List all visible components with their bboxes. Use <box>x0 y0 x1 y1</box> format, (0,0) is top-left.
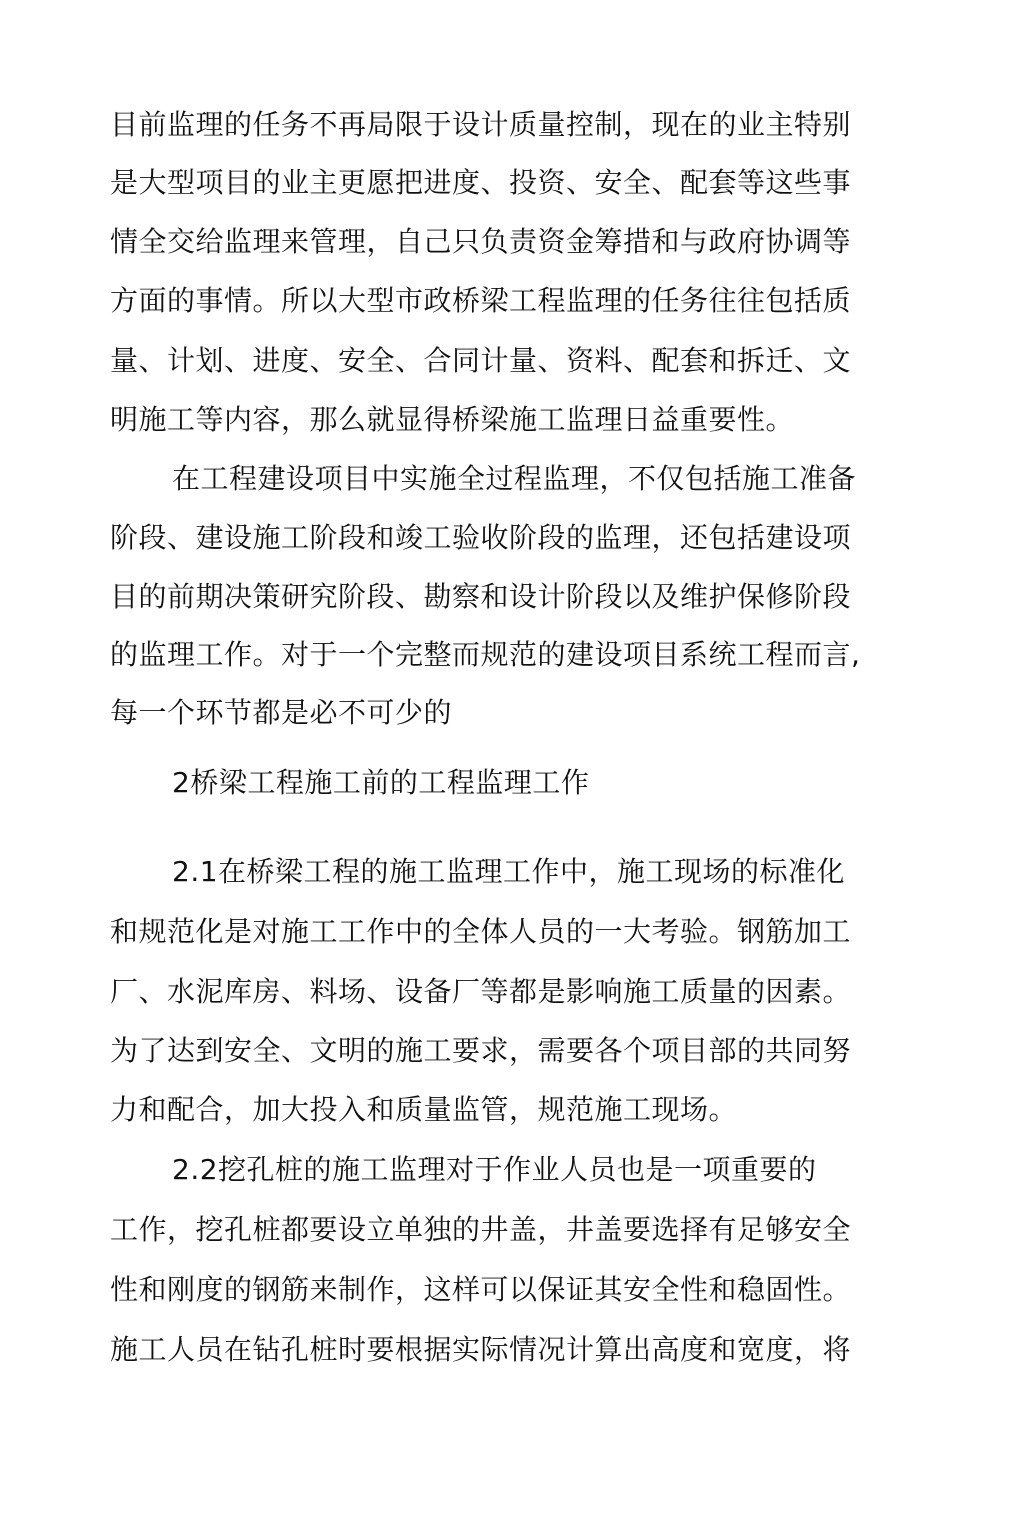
paragraph-1-line-5: 量、计划、进度、安全、合同计量、资料、配套和拆迁、文 <box>110 344 852 377</box>
paragraph-1-line-1: 目前监理的任务不再局限于设计质量控制，现在的业主特别 <box>110 108 852 141</box>
paragraph-4-line-3: 性和刚度的钢筋来制作，这样可以保证其安全性和稳固性。 <box>110 1273 852 1306</box>
paragraph-3-line-2: 和规范化是对施工工作中的全体人员的一大考验。钢筋加工 <box>110 915 852 948</box>
paragraph-4-line-2: 工作，挖孔桩都要设立单独的井盖，井盖要选择有足够安全 <box>110 1213 852 1246</box>
paragraph-2-line-4: 的监理工作。对于一个完整而规范的建设项目系统工程而言, <box>110 638 861 671</box>
paragraph-4-line-1: 2.2挖孔桩的施工监理对于作业人员也是一项重要的 <box>172 1153 817 1186</box>
paragraph-3-line-1: 2.1在桥梁工程的施工监理工作中，施工现场的标准化 <box>172 855 846 888</box>
paragraph-1-line-4: 方面的事情。所以大型市政桥梁工程监理的任务往往包括质 <box>110 284 852 317</box>
paragraph-2-line-2: 阶段、建设施工阶段和竣工验收阶段的监理，还包括建设项 <box>110 521 852 554</box>
paragraph-2-line-1: 在工程建设项目中实施全过程监理，不仅包括施工准备 <box>172 462 857 495</box>
paragraph-3-line-5: 力和配合，加大投入和质量监管，规范施工现场。 <box>110 1093 738 1126</box>
paragraph-1-line-6: 明施工等内容，那么就显得桥梁施工监理日益重要性。 <box>110 403 795 436</box>
paragraph-1-line-3: 情全交给监理来管理，自己只负责资金筹措和与政府协调等 <box>110 225 852 258</box>
paragraph-3-line-4: 为了达到安全、文明的施工要求，需要各个项目部的共同努 <box>110 1034 852 1067</box>
paragraph-3-line-3: 厂、水泥库房、料场、设备厂等都是影响施工质量的因素。 <box>110 975 852 1008</box>
paragraph-2-line-5: 每一个环节都是必不可少的 <box>110 696 453 729</box>
paragraph-2-line-3: 目的前期决策研究阶段、勘察和设计阶段以及维护保修阶段 <box>110 580 852 613</box>
paragraph-1-line-2: 是大型项目的业主更愿把进度、投资、安全、配套等这些事 <box>110 166 852 199</box>
paragraph-4-line-4: 施工人员在钻孔桩时要根据实际情况计算出高度和宽度，将 <box>110 1333 852 1366</box>
section-heading: 2桥梁工程施工前的工程监理工作 <box>172 766 590 799</box>
